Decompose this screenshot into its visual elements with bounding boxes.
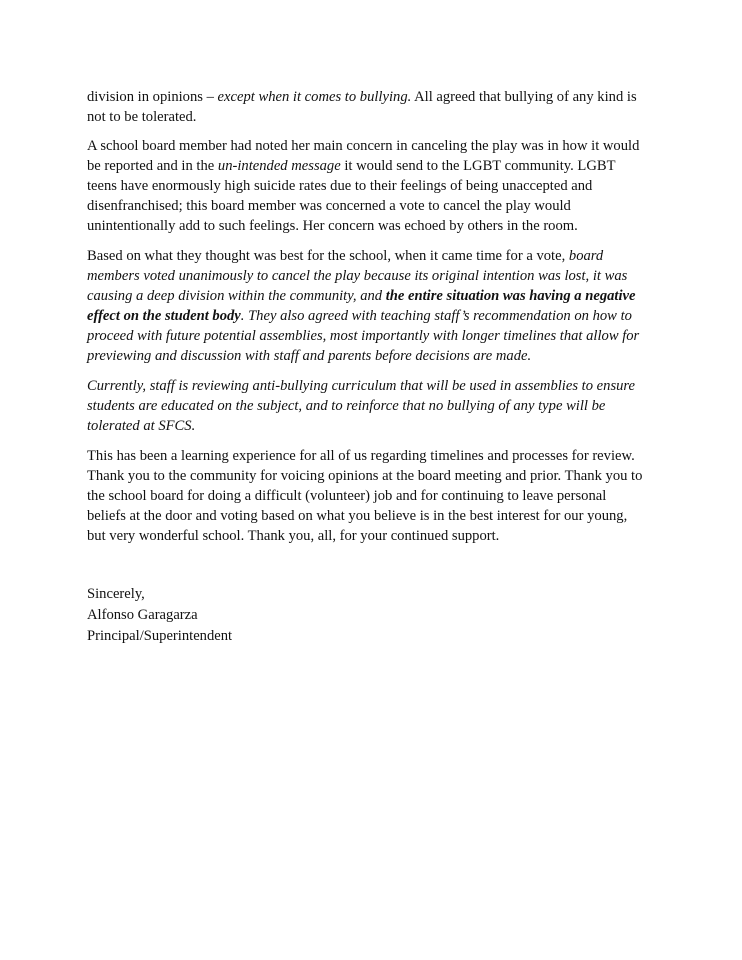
letter-page [87,87,647,647]
paragraph-board-member-concern [87,136,647,236]
paragraph-curriculum-review [87,376,647,436]
letter-closing [87,584,647,647]
text-segment: division in opinions – [87,89,218,105]
text-segment: A school board member had noted her main concern in canceling the play was in how it would be reported and in the [87,138,640,174]
closing-salutation: Sincerely, [87,586,145,602]
text-segment-italic: except when it comes to bullying. [217,89,412,105]
text-segment-italic: un-intended message [217,158,341,174]
text-segment-italic: Currently, staff is reviewing anti-bullying curriculum that will be used in assemblies to ensure students are educated on the subject, and to reinforce that no bullying of any type will be tolerated at SFCS. [87,378,636,434]
signer-title: Principal/Superintendent [87,628,233,644]
text-segment: it would send to the LGBT community. LGBT teens have enormously high suicide rates due to their feelings of being unaccepted and disenfranchised; this board member was concerned a vote to cancel the play would unintentionally add to such feelings. Her concern was echoed by others in the room. [87,158,616,234]
paragraph-bullying-consensus [87,87,647,127]
text-segment: Based on what they thought was best for the school, when it came time for a vote, [87,248,569,264]
text-segment-italic: board members voted unanimously to cancel the play because its original intention was lost, it was causing a deep division within the community, and [87,248,628,304]
text-segment: All agreed that bullying of any kind is not to be tolerated. [87,89,637,125]
text-segment-italic: . They also agreed with teaching staff’s recommendation on how to proceed with future potential assemblies, most importantly with longer timelines that allow for previewing and discussion with staff and parents before decisions are made. [87,308,640,364]
text-segment-bold-italic: the entire situation was having a negative effect on the student body [87,288,636,324]
text-segment: This has been a learning experience for all of us regarding timelines and processes for review. Thank you to the community for voicing opinions at the board meeting and prior. Thank you to the school board for doing a difficult (volunteer) job and for continuing to leave personal beliefs at the door and voting based on what you believe is in the best interest for our young, but very wonderful school. Thank you, all, for your continued support. [87,448,643,544]
signer-name: Alfonso Garagarza [87,607,198,623]
paragraph-vote-outcome [87,246,647,366]
paragraph-thanks [87,446,647,546]
